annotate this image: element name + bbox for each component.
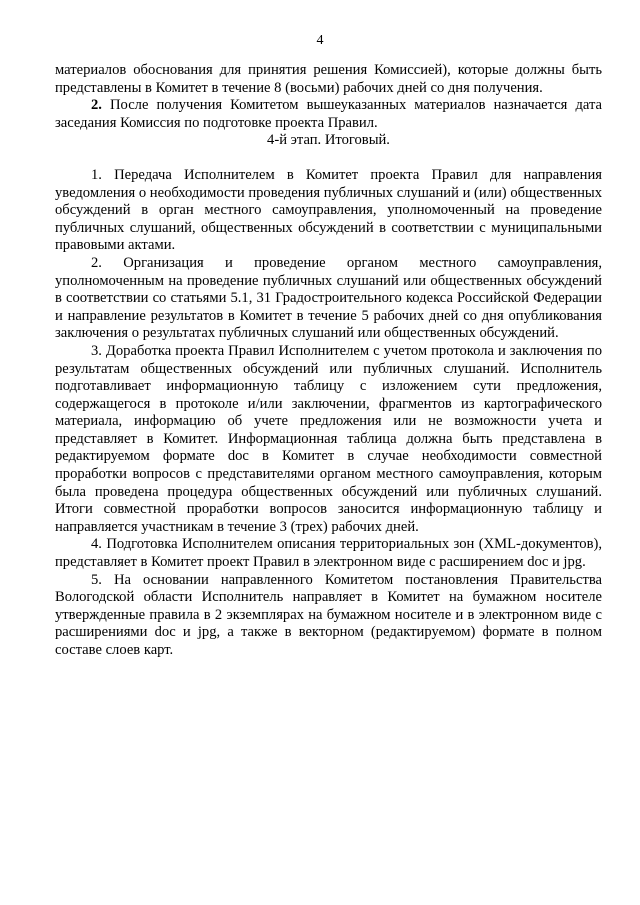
list-item: 3. Доработка проекта Правил Исполнителем с учетом протокола и заключения по результатам общественных обсуждений или публичных слушаний. Исполнитель подготавливает информационную таблицу с изложением сути предложения, содержащегося в протоколе и/или заключении, фрагментов из картографического материала, информацию об учете предложения или не возможности учета и представляет в Комитет. Информационная таблица должна быть представлена в редактируемом формате doc в Комитет в случае необходимости совместной проработки вопросов с представителями органом местного самоуправления, которым была проведена процедура общественных обсуждений или публичных слушаний. Итоги совместной проработки вопросов заносится информационную таблицу и направляется участникам в течение 3 (трех) рабочих дней. bbox=[55, 342, 602, 535]
intro-paragraph-2 bbox=[55, 97, 602, 132]
intro-paragraph-2-number: 2. bbox=[91, 97, 102, 114]
stage-title: 4-й этап. Итоговый. bbox=[267, 132, 390, 149]
intro-paragraph-2-text: После получения Комитетом вышеуказанных материалов назначается дата заседания Комиссия по подготовке проекта Правил. bbox=[55, 97, 602, 131]
document-body bbox=[55, 62, 602, 660]
page-number: 4 bbox=[316, 33, 324, 48]
list-item: 4. Подготовка Исполнителем описания территориальных зон (XML-документов), представляет в Комитет проект Правил в электронном виде с расширением doc и jpg. bbox=[55, 536, 602, 571]
list-item: 2. Организация и проведение органом местного самоуправления, уполномоченным на проведение публичных слушаний или общественных обсуждений в соответствии со статьями 5.1, 31 Градостроительного кодекса Российской Федерации и направление результатов в Комитет в течение 5 рабочих дней со дня опубликования заключения о результатах публичных слушаний или общественных обсуждений. bbox=[55, 254, 602, 342]
list-item: 5. На основании направленного Комитетом постановления Правительства Вологодской области Исполнитель направляет в Комитет на бумажном носителе утвержденные правила в 2 экземплярах на бумажном носителе и в электронном виде с расширениями doc и jpg, а также в векторном (редактируемом) формате в полном составе слоев карт. bbox=[55, 571, 602, 658]
list-item: 1. Передача Исполнителем в Комитет проекта Правил для направления уведомления о необходимости проведения публичных слушаний и (или) общественных обсуждений в орган местного самоуправления, уполномоченный на проведение публичных слушаний, общественных обсуждений в соответствии с муниципальными правовыми актами. bbox=[55, 166, 602, 254]
intro-paragraph-1: материалов обоснования для принятия решения Комиссией), которые должны быть представлены в Комитет в течение 8 (восьми) рабочих дней со дня получения. bbox=[55, 62, 602, 96]
